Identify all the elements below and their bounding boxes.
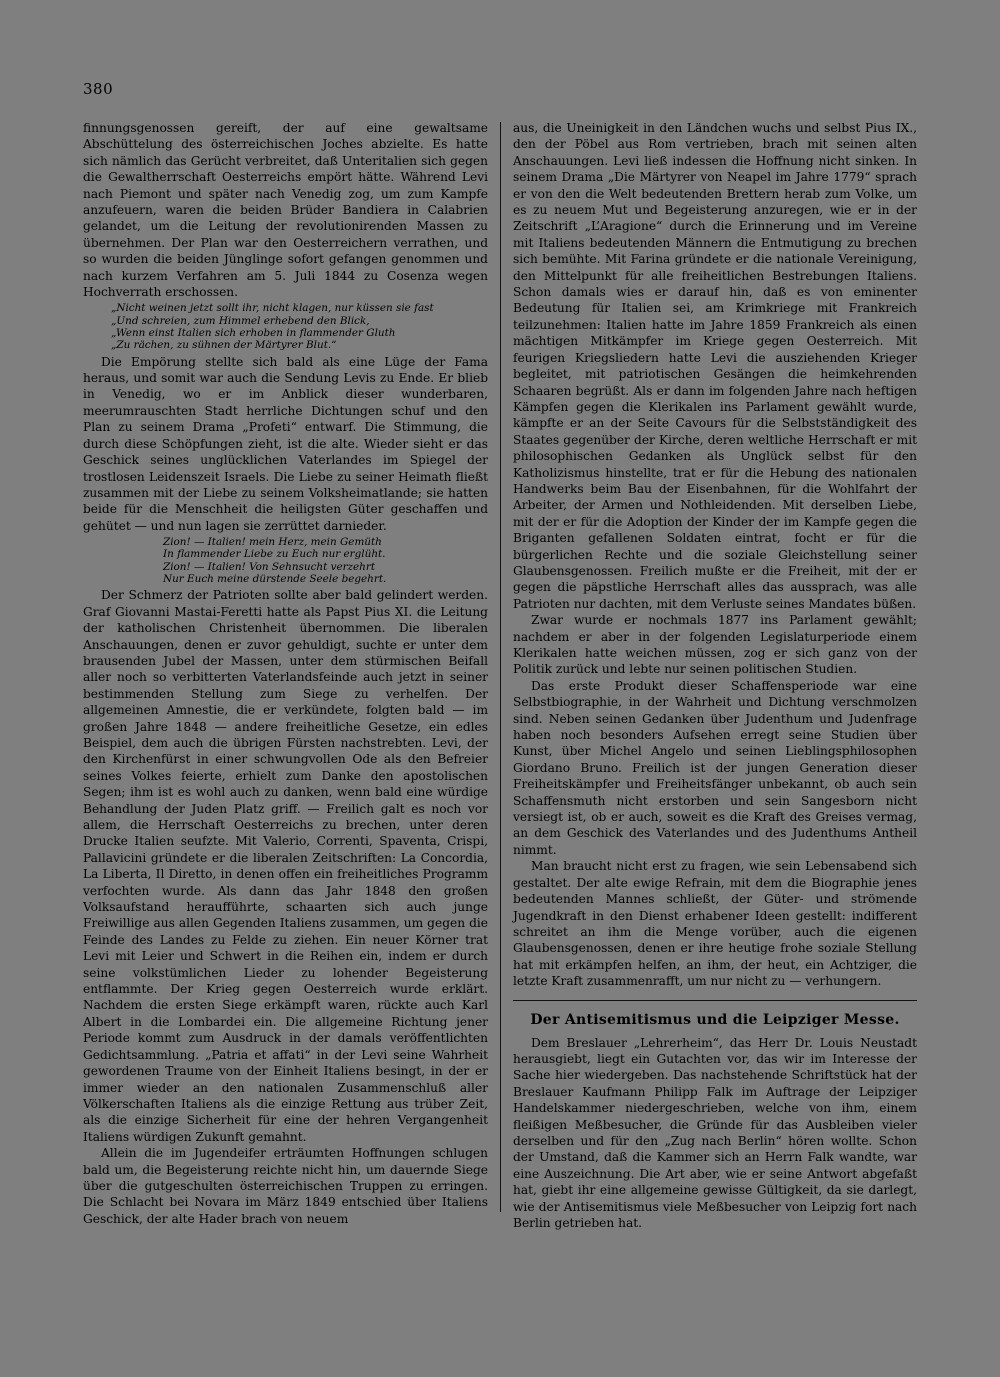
paragraph: Allein die im Jugendeifer erträumten Hoffnungen schlugen bald um, die Begeisterung reichte nicht hin, um dauernde Siege über die gutgeschulten österreichischen Truppen zu erringen. Die Schlacht bei Novara im März 1849 entschied über Italiens Geschick, der alte Hader brach von neuem bbox=[83, 1146, 488, 1226]
verse-line: „Nicht weinen jetzt sollt ihr, nicht klagen, nur küssen sie fast bbox=[111, 302, 434, 315]
section-divider bbox=[513, 1000, 917, 1001]
verse-line: Zion! — Italien! Von Sehnsucht verzehrt bbox=[163, 560, 376, 573]
poem-quote bbox=[111, 302, 488, 351]
paragraph: Dem Breslauer „Lehrerheim“, das Herr Dr. Louis Neustadt herausgiebt, liegt ein Gutachten vor, das wir im Interesse der Sache hier wiedergeben. Das nachstehende Schriftstück hat der Breslauer Kaufmann Philipp Falk im Auftrage der Leipziger Handelskammer niedergeschrieben, welche von ihm, einem fleißigen Meßbesucher, die Gründe für das Ausbleiben vieler derselben und für den „Zug nach Berlin“ hören wollte. Schon der Umstand, daß die Kammer sich an Herrn Falk wandte, war eine Auszeichnung. Die Art aber, wie er seine Antwort abgefaßt hat, giebt ihr eine allgemeine gewisse Gültigkeit, da sie darlegt, wie der Antisemitismus viele Meßbesucher von Leipzig fort nach Berlin getrieben hat. bbox=[513, 1035, 917, 1230]
left-column bbox=[83, 120, 488, 1227]
paragraph: Die Empörung stellte sich bald als eine Lüge der Fama heraus, und somit war auch die Sendung Levis zu Ende. Er blieb in Venedig, wo er im Anblick dieser wunderbaren, meerumrauschten Stadt herrliche Dichtungen schuf und den Plan zu seinem Drama „Profeti“ entwarf. Die Stimmung, die durch diese Schöpfungen zieht, ist die alte. Wieder sieht er das Geschick seines unglücklichen Vaterlandes im Spiegel der trostlosen Leidenszeit Israels. Die Liebe zu seiner Heimath fließt zusammen mit der Liebe zu seinem Volksheimatlande; sie hatten beide für die Menschheit die heiligsten Güter geschaffen und gehütet — und nun lagen sie zerrüttet darnieder. bbox=[83, 354, 488, 533]
verse-line: „Zu rächen, zu sühnen der Märtyrer Blut.“ bbox=[111, 339, 337, 352]
paragraph: Man braucht nicht erst zu fragen, wie sein Lebensabend sich gestaltet. Der alte ewige Refrain, mit dem die Biographie jenes bedeutenden Mannes schließt, der Güter- und strömende Jugendkraft in den Dienst erhabener Ideen gestellt: indifferent schreitet an ihm die Menge vorüber, auch die eigenen Glaubensgenossen, denen er ihre heutige frohe soziale Stellung hat mit erkämpfen helfen, an ihm, der heut, ein Achtziger, die letzte Kraft zusammenrafft, um nur nicht zu — verhungern. bbox=[513, 859, 917, 989]
poem-quote bbox=[163, 536, 488, 585]
column-divider bbox=[500, 122, 501, 1212]
verse-line: In flammender Liebe zu Euch nur erglüht. bbox=[163, 548, 386, 561]
section-heading: Der Antisemitismus und die Leipziger Messe. bbox=[530, 1011, 900, 1028]
paragraph: Das erste Produkt dieser Schaffensperiode war eine Selbstbiographie, in der Wahrheit und Dichtung verschmolzen sind. Neben seinen Gedanken über Judenthum und Judenfrage haben noch besonders Aufsehen erregt seine Studien über Kunst, über Michel Angelo und seinen Lieblingsphilosophen Giordano Bruno. Freilich ist der jungen Generation dieser Freiheitskämpfer und Freiheitsfänger unbekannt, ob auch sein Schaffensmuth nicht erstorben und sein Sangesborn nicht versiegt ist, ob er auch, soweit es die Kraft des Greises vermag, an dem Geschick des Vaterlandes und des Judenthums Antheil nimmt. bbox=[513, 678, 917, 857]
page-number: 380 bbox=[83, 80, 114, 98]
right-column bbox=[513, 120, 917, 1231]
verse-line: „Wenn einst Italien sich erhoben in flammender Gluth bbox=[111, 327, 396, 340]
verse-line: Nur Euch meine dürstende Seele begehrt. bbox=[163, 573, 387, 586]
paragraph: Zwar wurde er nochmals 1877 ins Parlament gewählt; nachdem er aber in der folgenden Legislaturperiode einem Klerikalen hatte weichen müssen, zog er sich ganz von der Politik zurück und lebte nur seinen politischen Studien. bbox=[513, 613, 917, 677]
verse-line: Zion! — Italien! mein Herz, mein Gemüth bbox=[163, 536, 382, 549]
paragraph: Der Schmerz der Patrioten sollte aber bald gelindert werden. Graf Giovanni Mastai-Feretti hatte als Papst Pius XI. die Leitung der katholischen Christenheit übernommen. Die liberalen Anschauungen, denen er zuvor gehuldigt, suchte er unter dem brausenden Jubel der Massen, unter dem stürmischen Beifall aller noch so verbitterten Vaterlandsfeinde auch jetzt in seiner bestimmenden Stellung zum Siege zu verhelfen. Der allgemeinen Amnestie, die er verkündete, folgten bald — im großen Jahre 1848 — andere freiheitliche Gesetze, ein edles Beispiel, dem auch die übrigen Fürsten nachstrebten. Levi, der den Kirchenfürst in einer schwungvollen Ode als den Befreier seines Volkes feierte, erhielt zum Danke den apostolischen Segen; ihm ist es wohl auch zu danken, wenn bald eine würdige Behandlung der Juden Platz griff. — Freilich galt es noch vor allem, die Herrschaft Oesterreichs zu brechen, unter deren Drucke Italien seufzte. Mit Valerio, Correnti, Spaventa, Crispi, Pallavicini gründete er die liberalen Zeitschriften: La Concordia, La Liberta, Il Diretto, in denen offen ein freiheitliches Programm verfochten wurde. Als dann das Jahr 1848 den großen Volksaufstand heraufführte, schaarten sich auch junge Freiwillige aus allen Gegenden Italiens zusammen, um gegen die Feinde des Landes zu Felde zu ziehen. Ein neuer Körner trat Levi mit Leier und Schwert in die Reihen ein, indem er durch seine volkstümlichen Lieder zu lohender Begeisterung entflammte. Der Krieg gegen Oesterreich wurde erklärt. Nachdem die ersten Siege erkämpft waren, rückte auch Karl Albert in die Lombardei ein. Die allgemeine Richtung jener Periode kommt zum Ausdruck in der damals veröffentlichten Gedichtsammlung. „Patria et affati“ in der Levi seine Wahrheit gewordenen Traume von der Einheit Italiens besingt, in der er immer wieder an den nationalen Zusammenschluß aller Völkerschaften Italiens als die einzige Rettung aus trüber Zeit, als die einzige Sicherheit für eine der hehren Vergangenheit Italiens würdigen Zukunft gemahnt. bbox=[83, 588, 488, 1144]
paragraph: finnungsgenossen gereift, der auf eine gewaltsame Abschüttelung des österreichischen Joches abzielte. Es hatte sich nämlich das Gerücht verbreitet, daß Unteritalien sich gegen die Gewaltherrschaft Oesterreichs empört hätte. Während Levi nach Piemont und später nach Venedig zog, um zum Kampfe anzufeuern, waren die beiden Brüder Bandiera in Calabrien gelandet, um die Leitung der revolutionirenden Massen zu übernehmen. Der Plan war den Oesterreichern verrathen, und so wurden die beiden Jünglinge sofort gefangen genommen und nach kurzem Verfahren am 5. Juli 1844 zu Cosenza wegen Hochverrath erschossen. bbox=[83, 121, 488, 300]
paragraph: aus, die Uneinigkeit in den Ländchen wuchs und selbst Pius IX., den der Pöbel aus Rom vertrieben, brach mit seinen alten Anschauungen. Levi ließ indessen die Hoffnung nicht sinken. In seinem Drama „Die Märtyrer von Neapel im Jahre 1779“ sprach er von den die Welt bedeutenden Brettern herab zum Volke, um es zu neuem Mut und Begeisterung anzuregen, wie er in der Zeitschrift „L’Aragione“ durch die Erinnerung und im Vereine mit Italiens bedeutenden Männern die Entmutigung zu brechen sich bemühte. Mit Farina gründete er die nationale Vereinigung, den Mittelpunkt für alle freiheitlichen Bestrebungen Italiens. Schon damals wies er darauf hin, daß es von eminenter Bedeutung für Italien sei, am Krimkriege mit Frankreich teilzunehmen: Italien hatte im Jahre 1859 Frankreich als einen mächtigen Mitkämpfer im Kriege gegen Oesterreich. Mit feurigen Kriegsliedern hatte Levi die ausziehenden Krieger begleitet, mit patriotischen Gesängen die heimkehrenden Schaaren begrüßt. Als er dann im folgenden Jahre nach heftigen Kämpfen gegen die Klerikalen ins Parlament gewählt wurde, kämpfte er an der Seite Cavours für die Selbstständigkeit des Staates gegenüber der Kirche, deren weltliche Herrschaft er mit philosophischen Gedanken als Unglück selbst für den Katholizismus hinstellte, trat er für die Hebung des nationalen Handwerks beim Bau der Eisenbahnen, für die Wohlfahrt der Arbeiter, der Armen und Nothleidenden. Mit derselben Liebe, mit der er für die Adoption der Kinder der im Kampfe gegen die Briganten gefallenen Soldaten eintrat, focht er für die bürgerlichen Rechte und die soziale Gleichstellung seiner Glaubensgenossen. Freilich mußte er die Freiheit, mit der er gegen die päpstliche Herrschaft alles das aussprach, was alle Patrioten nur dachten, mit dem Verluste seines Mandates büßen. bbox=[513, 121, 917, 611]
verse-line: „Und schreien, zum Himmel erhebend den Blick, bbox=[111, 314, 370, 327]
